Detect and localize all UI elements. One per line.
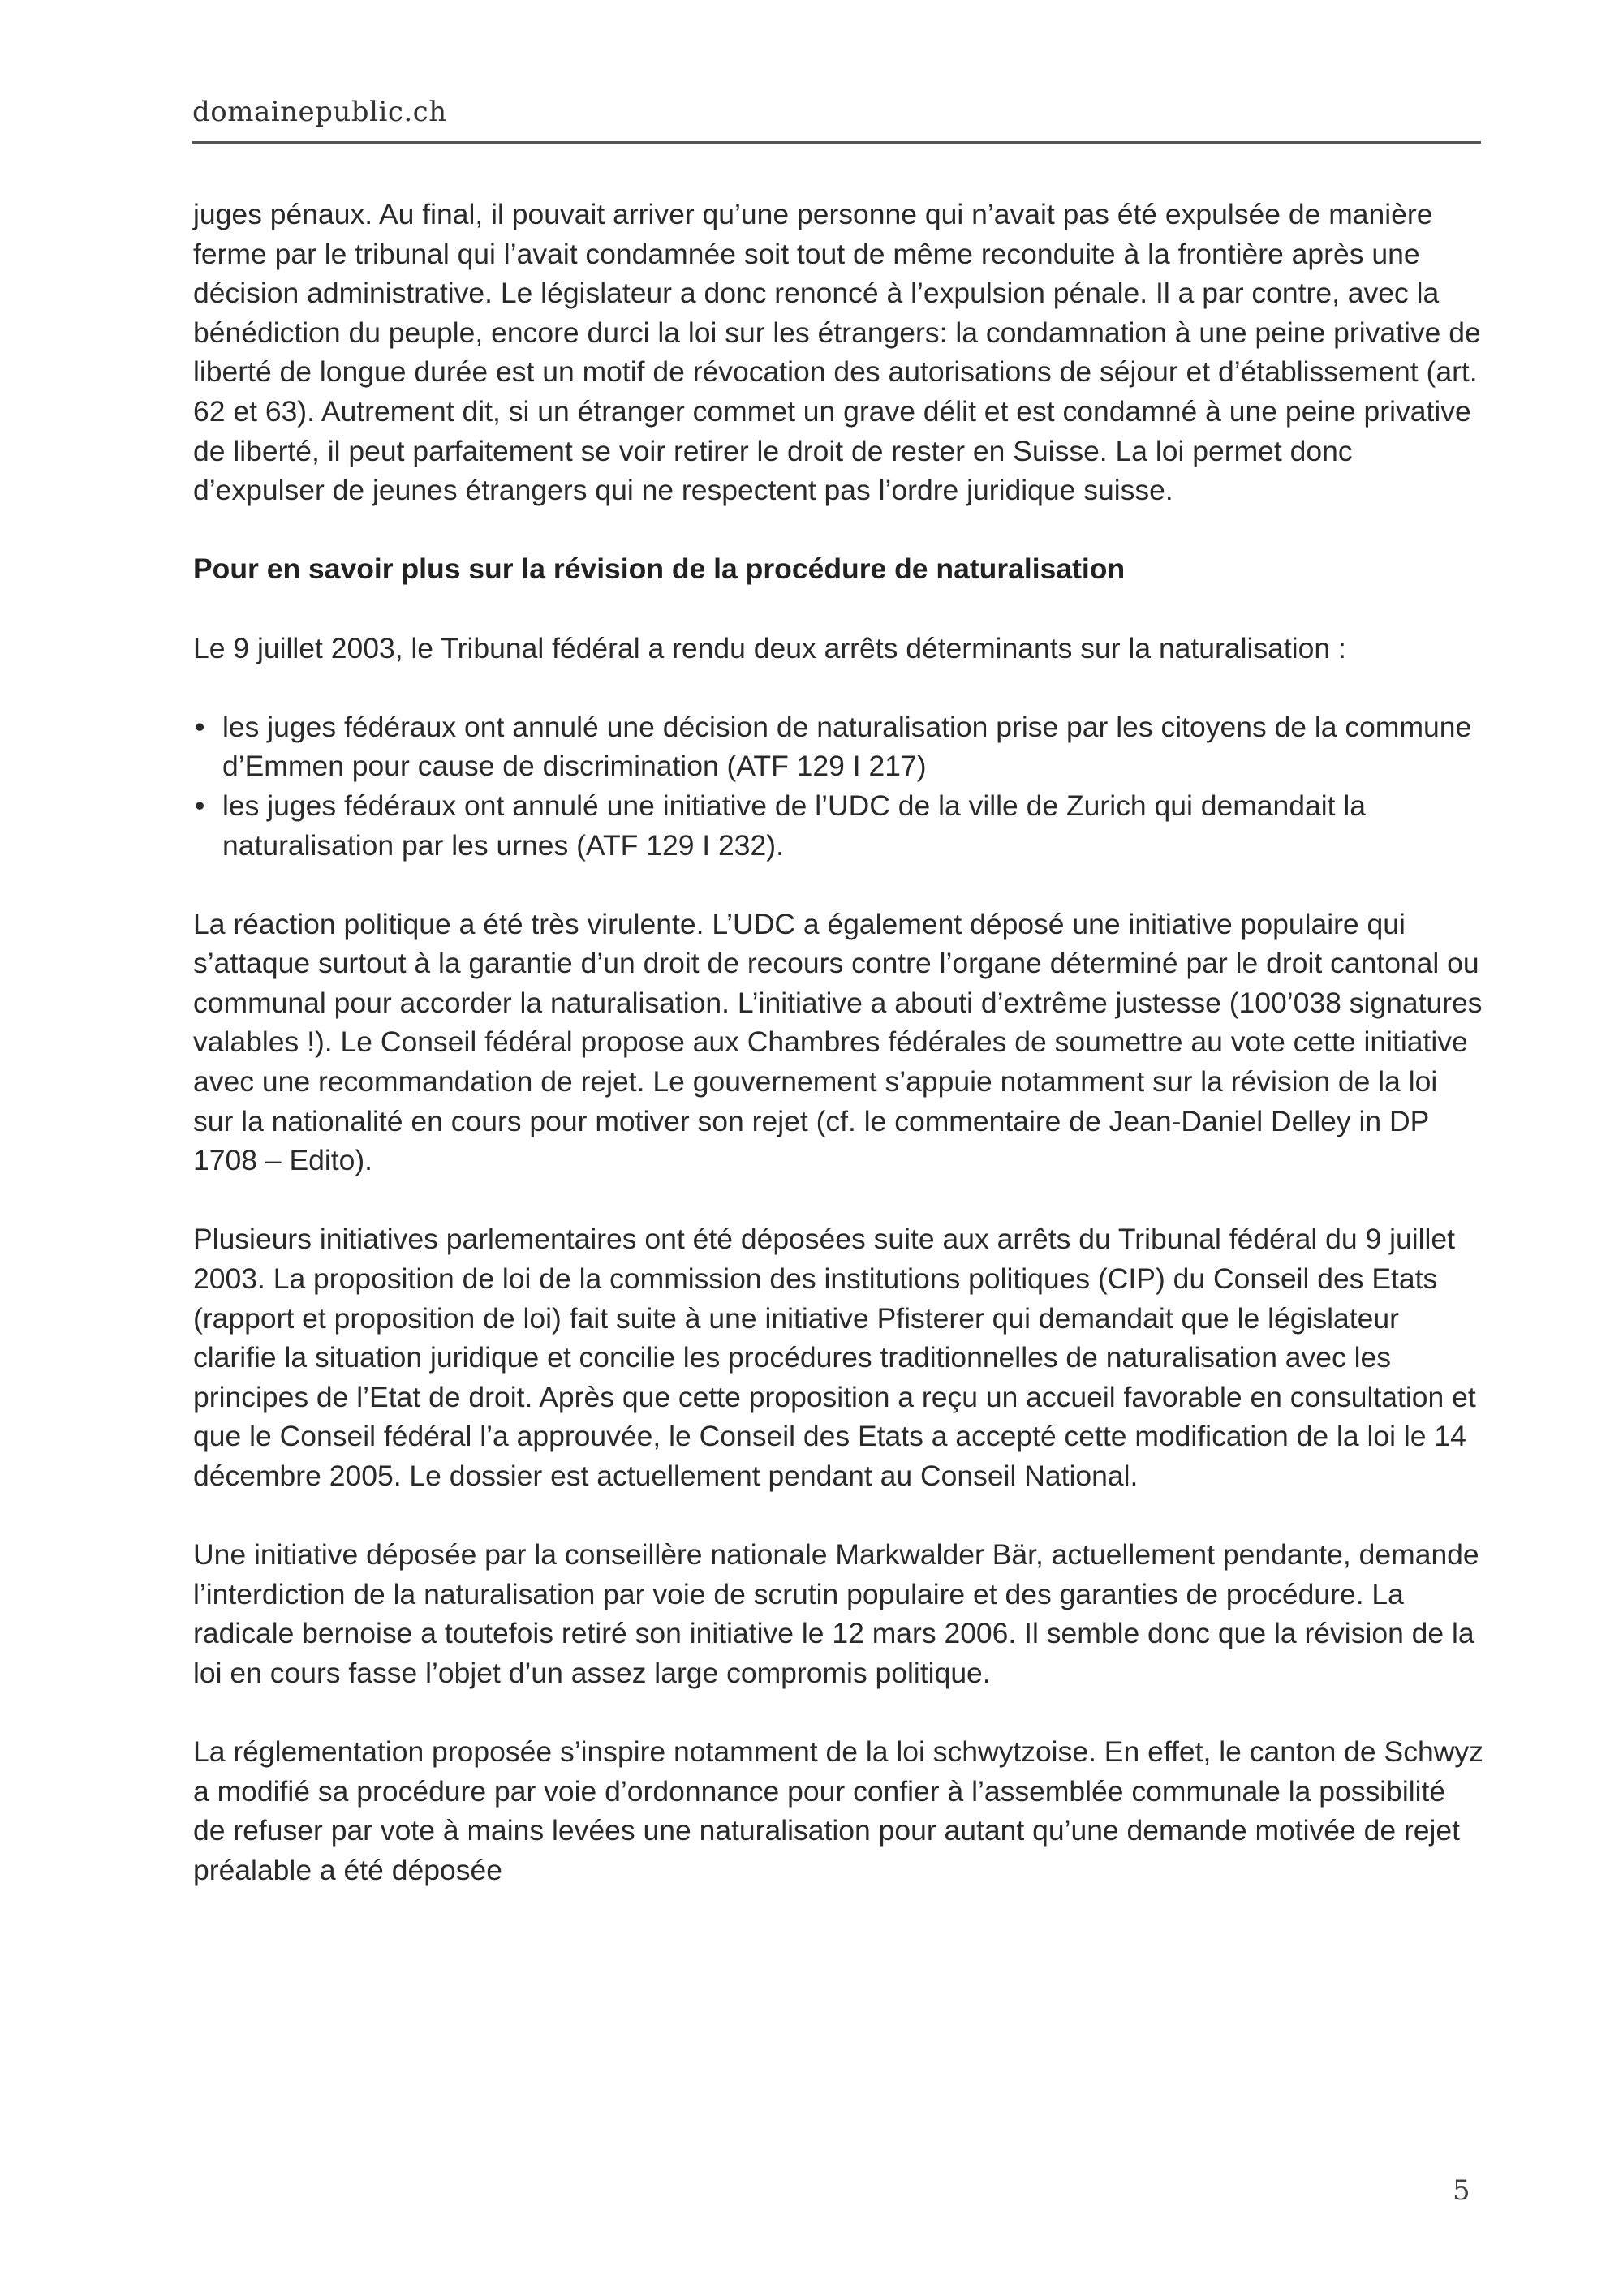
list-item — [193, 707, 1483, 786]
bullet-marker: • — [195, 710, 205, 743]
page-header — [192, 96, 1481, 144]
bullet-marker: • — [195, 789, 205, 822]
paragraph-reaction-politique: La réaction politique a été très virulente. L’UDC a également déposé une initiative populaire qui s’attaque surtout à la garantie d’un droit de recours contre l’organe déterminé par le droit cantonal ou communal pour accorder la naturalisation. L’initiative a abouti d’extrême justesse (100’038 signatures valables !). Le Conseil fédéral propose aux Chambres fédérales de soumettre au vote cette initiative avec une recommandation de rejet. Le gouvernement s’appuie notamment sur la révision de la loi sur la nationalité en cours pour motiver son rejet (cf. le commentaire de Jean-Daniel Delley in DP 1708 – Edito). — [193, 907, 1483, 1177]
list-item-text: les juges fédéraux ont annulé une décision de naturalisation prise par les citoyens de la commune d’Emmen pour cause de discrimination (ATF 129 I 217) — [222, 710, 1472, 783]
article-body — [193, 195, 1483, 1929]
list-item — [193, 786, 1483, 865]
paragraph-markwalder: Une initiative déposée par la conseillère nationale Markwalder Bär, actuellement pendante, demande l’interdiction de la naturalisation par voie de scrutin populaire et des garanties de procédure. La radicale bernoise a toutefois retiré son initiative le 12 mars 2006. Il semble donc que la révision de la loi en cours fasse l’objet d’un assez large compromis politique. — [193, 1538, 1479, 1689]
paragraph-initiatives-parlementaires: Plusieurs initiatives parlementaires ont été déposées suite aux arrêts du Tribunal fédéral du 9 juillet 2003. La proposition de loi de la commission des institutions politiques (CIP) du Conseil des Etats (rapport et proposition de loi) fait suite à une initiative Pfisterer qui demandait que le législateur clarifie la situation juridique et concilie les procédures traditionnelles de naturalisation avec les principes de l’Etat de droit. Après que cette proposition a reçu un accueil favorable en consultation et que le Conseil fédéral l’a approuvée, le Conseil des Etats a accepté cette modification de la loi le 14 décembre 2005. Le dossier est actuellement pendant au Conseil National. — [193, 1223, 1476, 1492]
page-number: 5 — [1453, 2174, 1470, 2207]
paragraph-schwyz: La réglementation proposée s’inspire notamment de la loi schwytzoise. En effet, le canton de Schwyz a modifié sa procédure par voie d’ordonnance pour confier à l’assemblée communale la possibilité de refuser par vote à mains levées une naturalisation pour autant qu’une demande motivée de rejet préalable a été déposée — [193, 1735, 1483, 1886]
section-heading: Pour en savoir plus sur la révision de la procédure de naturalisation — [193, 553, 1126, 586]
paragraph-tribunal-arrets: Le 9 juillet 2003, le Tribunal fédéral a rendu deux arrêts déterminants sur la naturalisation : — [193, 631, 1346, 664]
list-item-text: les juges fédéraux ont annulé une initiative de l’UDC de la ville de Zurich qui demandait la naturalisation par les urnes (ATF 129 I 232). — [222, 789, 1366, 862]
bullet-list — [193, 707, 1483, 865]
paragraph-expulsion: juges pénaux. Au final, il pouvait arriver qu’une personne qui n’avait pas été expulsée de manière ferme par le tribunal qui l’avait condamnée soit tout de même reconduite à la frontière après une décision administrative. Le législateur a donc renoncé à l’expulsion pénale. Il a par contre, avec la bénédiction du peuple, encore durci la loi sur les étrangers: la condamnation à une peine privative de liberté de longue durée est un motif de révocation des autorisations de séjour et d’établissement (art. 62 et 63). Autrement dit, si un étranger commet un grave délit et est condamné à une peine privative de liberté, il peut parfaitement se voir retirer le droit de rester en Suisse. La loi permet donc d’expulser de jeunes étrangers qui ne respectent pas l’ordre juridique suisse. — [193, 198, 1481, 507]
site-name: domainepublic.ch — [192, 96, 447, 128]
